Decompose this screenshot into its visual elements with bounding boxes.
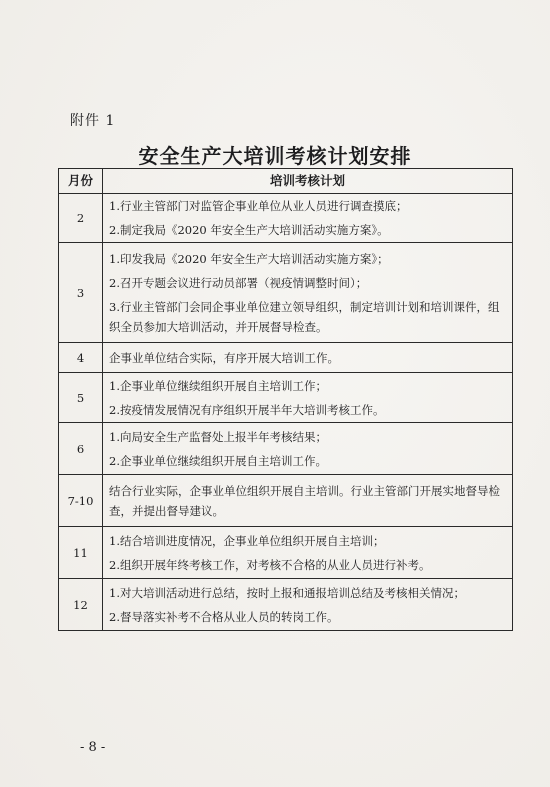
table-body [59, 194, 513, 631]
plan-content-cell [103, 243, 513, 343]
plan-item: 3.行业主管部门会同企事业单位建立领导组织，制定培训计划和培训课件，组织全员参加大培训活动，并开展督导检查。 [109, 299, 500, 334]
table-header-row [59, 169, 513, 194]
plan-item: 2.制定我局《2020 年安全生产大培训活动实施方案》。 [109, 223, 389, 237]
plan-item: 2.组织开展年终考核工作，对考核不合格的从业人员进行补考。 [109, 557, 431, 572]
table-row [59, 579, 513, 631]
plan-content-cell [103, 423, 513, 475]
plan-item: 结合行业实际，企事业单位组织开展自主培训。行业主管部门开展实地督导检查，并提出督导建议。 [109, 483, 500, 518]
table-row [59, 343, 513, 373]
table-row [59, 373, 513, 423]
table-row [59, 194, 513, 243]
table-row [59, 475, 513, 527]
attachment-label: 附件 1 [70, 113, 116, 129]
table-row [59, 527, 513, 579]
plan-content-cell [103, 579, 513, 631]
plan-item: 1.结合培训进度情况，企事业单位组织开展自主培训； [109, 533, 385, 548]
plan-item: 1.印发我局《2020 年安全生产大培训活动实施方案》； [109, 251, 389, 266]
plan-content-cell [103, 475, 513, 527]
month-cell: 3 [59, 243, 103, 343]
month-cell: 11 [59, 527, 103, 579]
month-cell: 6 [59, 423, 103, 475]
plan-item: 企事业单位结合实际，有序开展大培训工作。 [109, 350, 339, 365]
table-row [59, 243, 513, 343]
plan-content-cell [103, 527, 513, 579]
month-cell: 5 [59, 373, 103, 423]
plan-content-cell [103, 343, 513, 373]
document-title: 安全生产大培训考核计划安排 [138, 144, 412, 168]
plan-item: 1.向局安全生产监督处上报半年考核结果； [109, 429, 327, 444]
plan-content-cell [103, 194, 513, 243]
header-month: 月份 [59, 169, 103, 194]
page-number: - 8 - [80, 740, 106, 755]
plan-item: 2.召开专题会议进行动员部署（视疫情调整时间）； [109, 275, 368, 290]
month-cell: 2 [59, 194, 103, 243]
plan-item: 2.督导落实补考不合格从业人员的转岗工作。 [109, 609, 339, 624]
month-cell: 12 [59, 579, 103, 631]
table-row [59, 423, 513, 475]
training-plan-table [58, 168, 513, 631]
plan-item: 1.行业主管部门对监管企事业单位从业人员进行调查摸底； [109, 199, 408, 213]
plan-item: 1.对大培训活动进行总结，按时上报和通报培训总结及考核相关情况； [109, 585, 465, 600]
month-cell: 4 [59, 343, 103, 373]
plan-content-cell [103, 373, 513, 423]
month-cell: 7-10 [59, 475, 103, 527]
plan-item: 1.企事业单位继续组织开展自主培训工作； [109, 378, 327, 393]
plan-item: 2.企事业单位继续组织开展自主培训工作。 [109, 453, 327, 468]
plan-item: 2.按疫情发展情况有序组织开展半年大培训考核工作。 [109, 402, 385, 417]
header-content: 培训考核计划 [103, 169, 513, 194]
